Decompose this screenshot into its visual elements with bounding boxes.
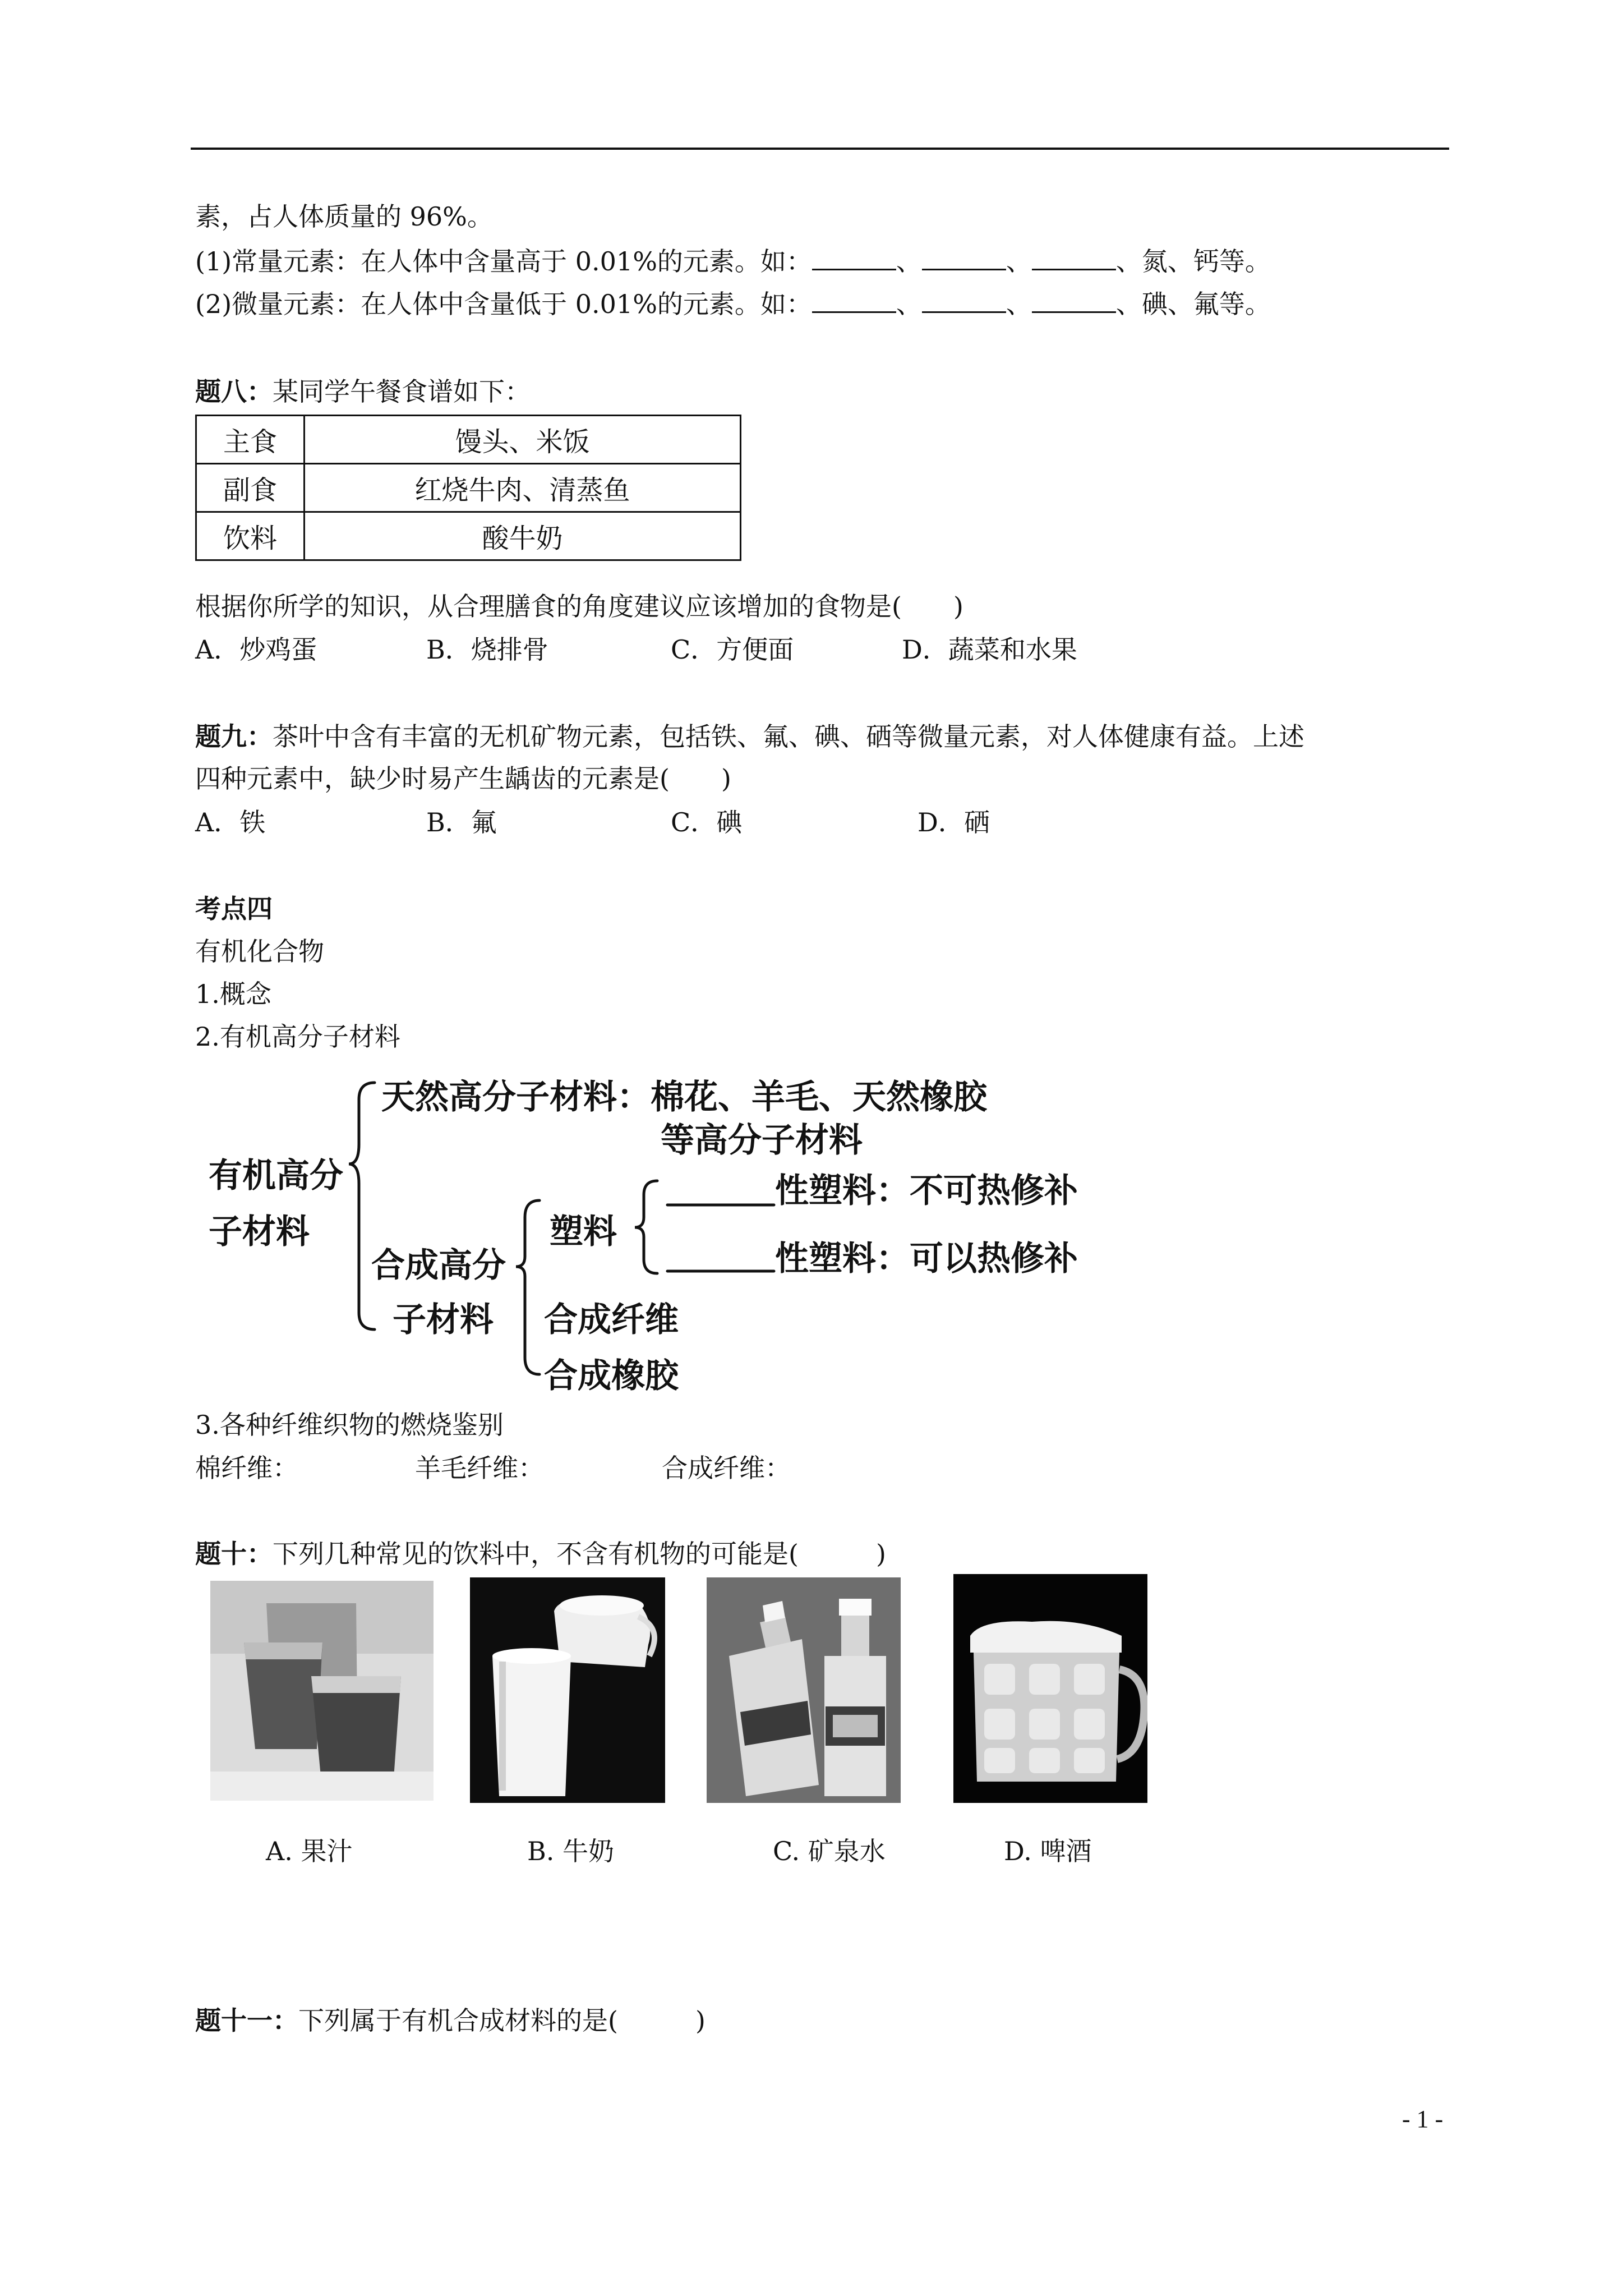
table-cell: 红烧牛肉、清蒸鱼 [305, 464, 741, 512]
q9-label: 题九： [195, 721, 273, 752]
intro-line: 素，占人体质量的 96%。 [195, 201, 493, 232]
milk-photo [470, 1577, 665, 1803]
synthetic-fiber-label: 合成纤维： [662, 1453, 791, 1483]
q8-question: 根据你所学的知识，从合理膳食的角度建议应该增加的食物是( ) [195, 591, 963, 622]
q8-text: 某同学午餐食谱如下： [273, 376, 531, 407]
q10-option-d[interactable]: D. 啤酒 [1004, 1836, 1092, 1866]
thermoplastic-label: 性塑料：可以热修补 [775, 1239, 1078, 1278]
kd4-title: 考点四 [195, 894, 273, 924]
table-cell: 主食 [196, 416, 305, 464]
table-cell: 酸牛奶 [305, 512, 741, 560]
q8-label: 题八： [195, 376, 273, 407]
q9-option-c[interactable]: C．碘 [671, 807, 743, 838]
q10-text: 下列几种常见的饮料中，不含有机物的可能是( ) [273, 1539, 886, 1569]
root-label-line2: 子材料 [209, 1212, 310, 1251]
mineral-water-photo [707, 1577, 901, 1803]
synthetic-label-line2: 子材料 [393, 1300, 494, 1340]
mineral-water-image [707, 1577, 901, 1803]
kd4-item2: 2.有机高分子材料 [195, 1022, 400, 1052]
q8-option-a[interactable]: A．炒鸡蛋 [195, 634, 317, 665]
separator: 、 [1006, 246, 1032, 277]
beer-photo [953, 1574, 1147, 1803]
q9-option-b[interactable]: B．氟 [426, 807, 497, 838]
thermoset-label: 性塑料：不可热修补 [775, 1171, 1078, 1211]
kd4-item3: 3.各种纤维织物的燃烧鉴别 [195, 1410, 504, 1440]
q8-option-c[interactable]: C．方便面 [671, 634, 794, 665]
q9-option-a[interactable]: A．铁 [195, 807, 266, 838]
separator: 、 [896, 246, 922, 277]
macro-prefix: (1)常量元素：在人体中含量高于 0.01%的元素。如： [195, 246, 812, 277]
fiber-label: 合成纤维 [544, 1300, 679, 1340]
macro-suffix: 、氮、钙等。 [1115, 246, 1271, 277]
natural-label-line1: 天然高分子材料：棉花、羊毛、天然橡胶 [381, 1078, 987, 1117]
table-cell: 馒头、米饭 [305, 416, 741, 464]
synthetic-label-line1: 合成高分 [371, 1246, 506, 1285]
juice-photo [210, 1581, 434, 1801]
q9-text: 茶叶中含有丰富的无机矿物元素，包括铁、氟、碘、硒等微量元素，对人体健康有益。上述 [273, 721, 1304, 752]
micro-prefix: (2)微量元素：在人体中含量低于 0.01%的元素。如： [195, 289, 812, 319]
q9-option-d[interactable]: D．硒 [917, 807, 990, 838]
page-number: - 1 - [1402, 2105, 1444, 2133]
q8-option-b[interactable]: B．烧排骨 [426, 634, 548, 665]
q9-line2: 四种元素中，缺少时易产生龋齿的元素是( ) [195, 763, 731, 794]
milk-image [470, 1577, 665, 1803]
synthetic-brace [516, 1200, 540, 1374]
q8-option-d[interactable]: D．蔬菜和水果 [902, 634, 1077, 665]
plastic-brace [635, 1181, 657, 1273]
plastic-label: 塑料 [550, 1212, 617, 1251]
root-label-line1: 有机高分 [209, 1156, 343, 1195]
wool-fiber-label: 羊毛纤维： [415, 1453, 544, 1483]
beer-image [953, 1574, 1147, 1803]
rubber-label: 合成橡胶 [544, 1356, 679, 1396]
q10-option-a[interactable]: A. 果汁 [266, 1836, 353, 1866]
natural-label-line2: 等高分子材料 [661, 1121, 863, 1160]
q10-option-c[interactable]: C. 矿泉水 [773, 1836, 886, 1866]
q11-text: 下列属于有机合成材料的是( ) [298, 2005, 706, 2036]
juice-image [210, 1581, 434, 1801]
root-brace [349, 1083, 375, 1329]
separator: 、 [896, 289, 922, 319]
q10-option-b[interactable]: B. 牛奶 [527, 1836, 615, 1866]
micro-suffix: 、碘、氟等。 [1115, 289, 1271, 319]
kd4-subtitle: 有机化合物 [195, 936, 324, 967]
table-cell: 副食 [196, 464, 305, 512]
table-cell: 饮料 [196, 512, 305, 560]
kd4-item1: 1.概念 [195, 979, 271, 1009]
cotton-fiber-label: 棉纤维： [195, 1453, 298, 1483]
q11-label: 题十一： [195, 2005, 298, 2036]
q10-heading [195, 1537, 886, 1571]
separator: 、 [1006, 289, 1032, 319]
q10-label: 题十： [195, 1539, 273, 1569]
q11-heading [195, 2004, 706, 2037]
